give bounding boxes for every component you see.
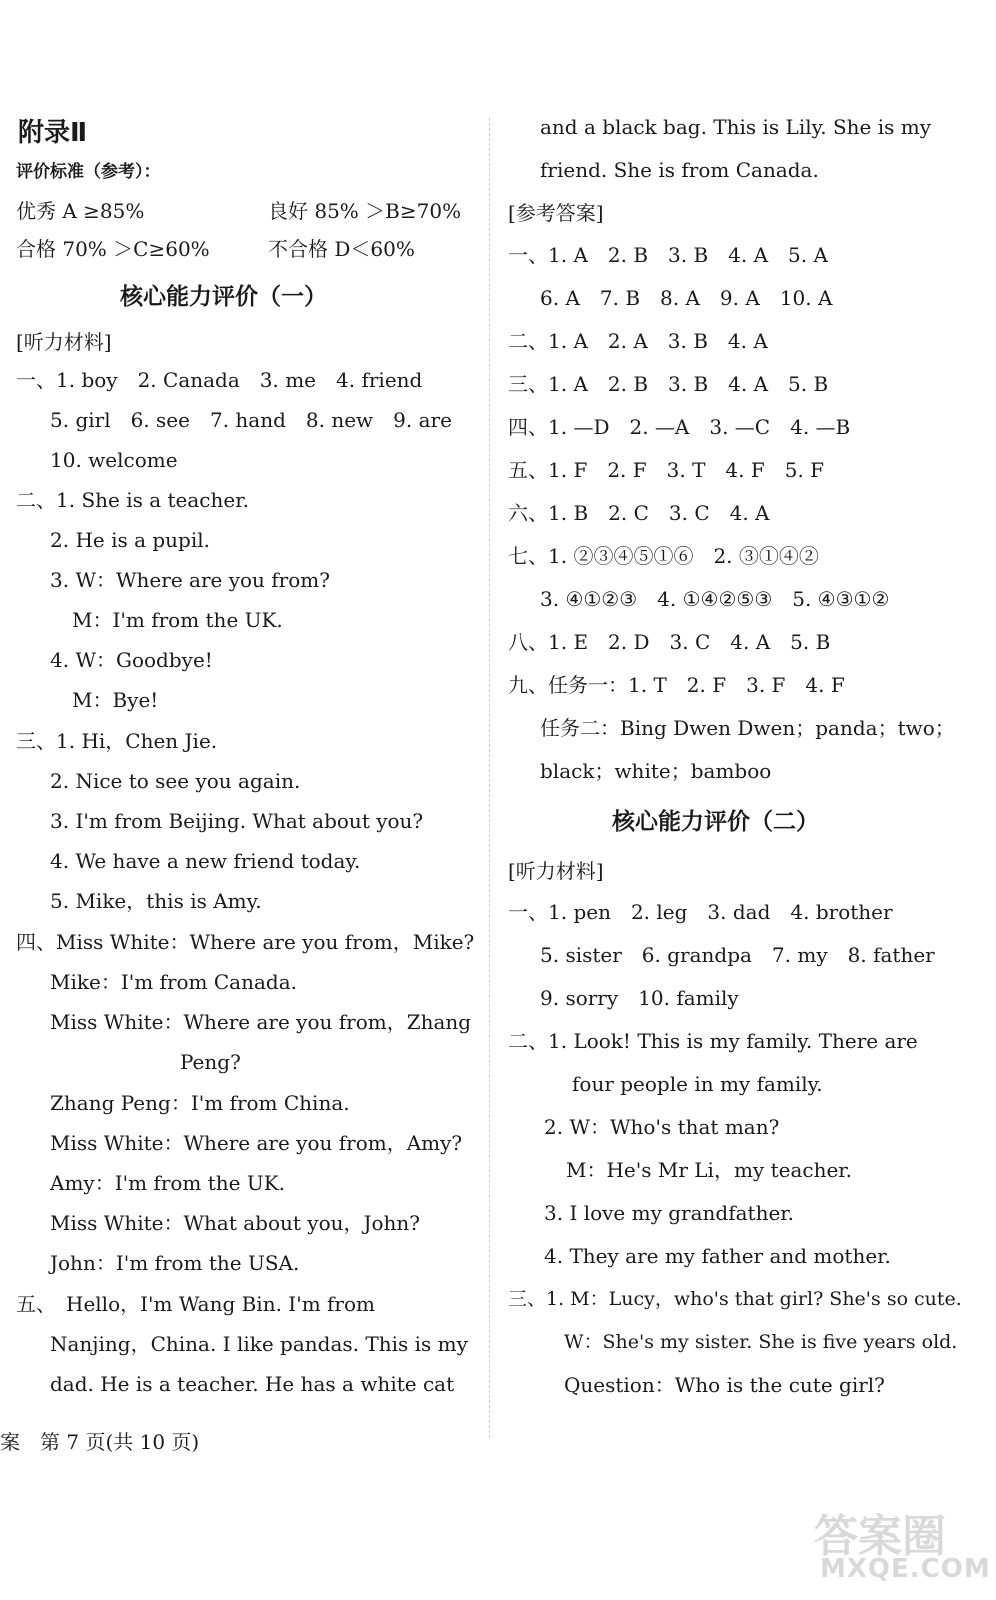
watermark-line2: MXQE.COM [820,1554,991,1584]
criteria-a: 优秀 A ≥85% [16,199,145,223]
text-line: 二、1. Look! This is my family. There are [508,1029,918,1053]
appendix-title: 附录Ⅱ [18,118,88,148]
answer-line: 九、任务一：1. T 2. F 3. F 4. F [508,673,845,697]
text-line: 2. W：Who's that man? [544,1115,780,1139]
text-line: Peng? [180,1050,241,1074]
text-line: 4. We have a new friend today. [50,849,361,873]
text-line: 三、1. M：Lucy，who's that girl? She's so cute. [508,1288,962,1310]
criteria-d: 不合格 D＜60% [268,237,415,261]
text-line: 五、 Hello，I'm Wang Bin. I'm from [16,1292,375,1316]
text-line: 3. I'm from Beijing. What about you? [50,809,424,833]
answer-line: 三、1. A 2. B 3. B 4. A 5. B [508,372,829,396]
text-line: Zhang Peng：I'm from China. [50,1091,350,1115]
answer-line: 3. ④①②③ 4. ①④②⑤③ 5. ④③①② [540,587,890,611]
criteria-b: 良好 85% ＞B≥70% [268,199,462,223]
text-line: and a black bag. This is Lily. She is my [540,115,932,139]
page-footer: 案 第 7 页(共 10 页) [0,1430,200,1454]
text-line: 4. They are my father and mother. [544,1244,891,1268]
text-line: dad. He is a teacher. He has a white cat [50,1372,455,1396]
text-line: 5. sister 6. grandpa 7. my 8. father [540,943,935,967]
text-line: Nanjing，China. I like pandas. This is my [50,1332,468,1356]
answer-line: 四、1. —D 2. —A 3. —C 4. —B [508,415,851,439]
text-line: John：I'm from the USA. [50,1251,300,1275]
answer-line: 任务二：Bing Dwen Dwen；panda；two； [540,716,955,740]
text-line: Mike：I'm from Canada. [50,970,297,994]
text-line: 9. sorry 10. family [540,986,739,1010]
answer-line: 八、1. E 2. D 3. C 4. A 5. B [508,630,831,654]
answers-label: [参考答案] [508,201,604,225]
answer-line: 五、1. F 2. F 3. T 4. F 5. F [508,458,825,482]
text-line: 二、1. She is a teacher. [16,488,249,512]
answer-line: black；white；bamboo [540,759,772,783]
watermark-line1: 答案圈 [814,1511,946,1562]
text-line: 5. girl 6. see 7. hand 8. new 9. are [50,408,452,432]
text-line: 4. W：Goodbye! [50,648,213,672]
answer-line: 七、1. ②③④⑤①⑥ 2. ③①④② [508,544,819,568]
text-line: Miss White：What about you，John? [50,1211,421,1235]
text-line: 10. welcome [50,448,178,472]
text-line: Question：Who is the cute girl? [564,1373,885,1397]
listening-label-2: [听力材料] [508,859,604,883]
text-line: 四、Miss White：Where are you from，Mike? [16,930,475,954]
answer-line: 二、1. A 2. A 3. B 4. A [508,329,768,353]
criteria-title: 评价标准（参考）： [16,162,161,182]
section-title-1: 核心能力评价（一） [120,284,327,310]
criteria-c: 合格 70% ＞C≥60% [16,237,210,261]
text-line: 2. He is a pupil. [50,528,211,552]
text-line: 3. I love my grandfather. [544,1201,795,1225]
text-line: W：She's my sister. She is five years old. [564,1331,958,1353]
answer-line: 一、1. A 2. B 3. B 4. A 5. A [508,243,828,267]
text-line: 5. Mike，this is Amy. [50,889,262,913]
text-line: 三、1. Hi，Chen Jie. [16,729,218,753]
text-line: M：He's Mr Li，my teacher. [566,1158,853,1182]
column-divider [489,118,490,1438]
answer-line: 6. A 7. B 8. A 9. A 10. A [540,286,833,310]
text-line: four people in my family. [572,1072,823,1096]
section-title-2: 核心能力评价（二） [612,809,819,835]
text-line: 一、1. boy 2. Canada 3. me 4. friend [16,368,423,392]
text-line: Miss White：Where are you from，Amy? [50,1131,463,1155]
watermark-logo [812,1500,991,1592]
answer-line: 六、1. B 2. C 3. C 4. A [508,501,770,525]
text-line: friend. She is from Canada. [540,158,819,182]
text-line: M：I'm from the UK. [72,608,283,632]
listening-label-1: [听力材料] [16,330,112,354]
text-line: Miss White：Where are you from，Zhang [50,1010,472,1034]
text-line: M：Bye! [72,688,159,712]
text-line: Amy：I'm from the UK. [50,1171,286,1195]
text-line: 3. W：Where are you from? [50,568,330,592]
text-line: 一、1. pen 2. leg 3. dad 4. brother [508,900,893,924]
text-line: 2. Nice to see you again. [50,769,301,793]
